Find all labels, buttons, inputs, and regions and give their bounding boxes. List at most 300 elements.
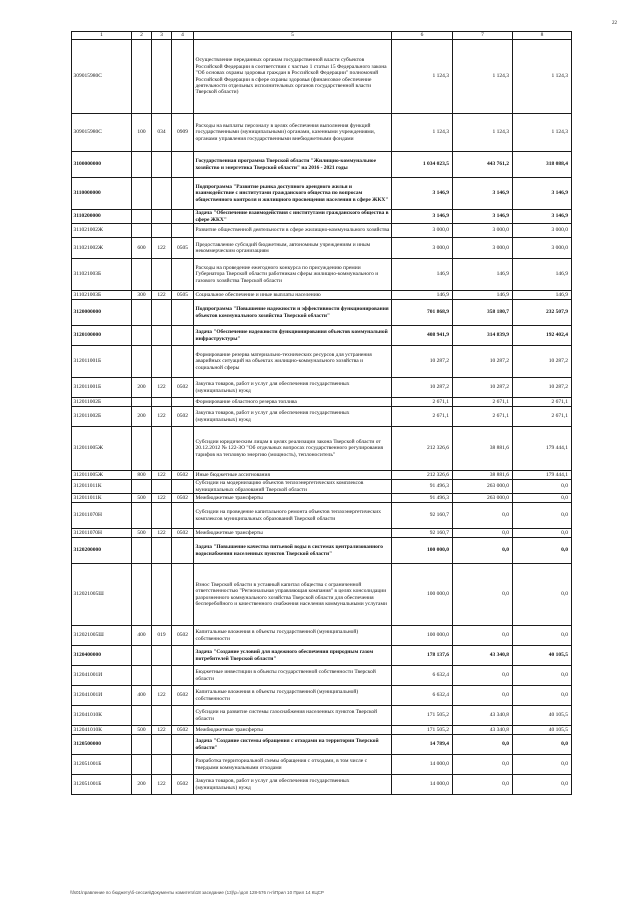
column-header-row xyxy=(72,32,572,40)
amount-year2-cell: 3 000,0 xyxy=(453,224,513,238)
amount-year1-cell: 171 505,2 xyxy=(392,726,453,735)
item-name-cell: Задача "Создание условий для надежного обеспечения природным газом потребителей Тверской области" xyxy=(194,646,392,666)
item-name-cell: Социальное обеспечение и иные выплаты населению xyxy=(194,291,392,300)
amount-year1-cell: 1 124,3 xyxy=(392,114,453,152)
department-cell xyxy=(152,300,172,326)
item-name-cell: Развитие общественной деятельности в сфере жилищно-коммунального хозяйства xyxy=(194,224,392,238)
amount-year2-cell: 314 839,9 xyxy=(453,326,513,346)
department-cell: 122 xyxy=(152,407,172,427)
budget-code-cell: 312051001Б xyxy=(72,775,132,795)
item-name-cell: Задача "Обеспечение взаимодействия с институтами гражданского общества в сфере ЖКХ" xyxy=(194,210,392,224)
item-name-cell: Капитальные вложения в объекты государственной (муниципальной) собственности xyxy=(194,626,392,646)
table-row xyxy=(72,538,572,564)
expense-type-cell xyxy=(132,735,152,755)
column-header: 2 xyxy=(132,32,152,40)
amount-year1-cell: 3 146,9 xyxy=(392,178,453,210)
section-cell xyxy=(172,259,194,291)
amount-year2-cell: 1 124,3 xyxy=(453,114,513,152)
amount-year1-cell: 14 000,0 xyxy=(392,755,453,775)
section-cell xyxy=(172,480,194,494)
section-cell xyxy=(172,398,194,407)
amount-year2-cell: 10 287,2 xyxy=(453,346,513,378)
department-cell xyxy=(152,666,172,686)
department-cell: 122 xyxy=(152,291,172,300)
section-cell: 0505 xyxy=(172,291,194,300)
amount-year1-cell: 100 000,0 xyxy=(392,626,453,646)
amount-year3-cell: 318 088,4 xyxy=(513,152,572,178)
amount-year2-cell: 43 340,8 xyxy=(453,706,513,726)
amount-year2-cell: 0,0 xyxy=(453,564,513,626)
budget-code-cell: 3110200000 xyxy=(72,210,132,224)
amount-year3-cell: 146,9 xyxy=(513,291,572,300)
item-name-cell: Межбюджетные трансферты xyxy=(194,494,392,503)
table-row xyxy=(72,178,572,210)
item-name-cell: Субсидии на развитие системы газоснабжения населенных пунктов Тверской области xyxy=(194,706,392,726)
amount-year3-cell: 0,0 xyxy=(513,494,572,503)
expense-type-cell: 400 xyxy=(132,626,152,646)
file-path-footer: \\fs01\правление по бюджету\б-сессия\Документы комитета\18 заседание (13)\р=\доп 128-576 п-п\Прил 10 Прил 14 КЦСР xyxy=(70,890,324,895)
department-cell xyxy=(152,706,172,726)
amount-year3-cell: 0,0 xyxy=(513,626,572,646)
budget-code-cell: 312041001И xyxy=(72,666,132,686)
table-row xyxy=(72,152,572,178)
amount-year3-cell: 0,0 xyxy=(513,775,572,795)
section-cell xyxy=(172,666,194,686)
item-name-cell: Формирование областного резерва топлива xyxy=(194,398,392,407)
item-name-cell: Бюджетные инвестиции в объекты государственной собственности Тверской области xyxy=(194,666,392,686)
table-row xyxy=(72,291,572,300)
budget-code-cell: 312041010К xyxy=(72,726,132,735)
expense-type-cell: 200 xyxy=(132,378,152,398)
amount-year2-cell: 10 287,2 xyxy=(453,378,513,398)
budget-code-cell: 3120100000 xyxy=(72,326,132,346)
column-header: 7 xyxy=(453,32,513,40)
amount-year3-cell: 0,0 xyxy=(513,755,572,775)
amount-year3-cell: 192 402,4 xyxy=(513,326,572,346)
expense-type-cell xyxy=(132,326,152,346)
amount-year3-cell: 232 507,9 xyxy=(513,300,572,326)
expense-type-cell xyxy=(132,755,152,775)
budget-code-cell: 311021002Ж xyxy=(72,238,132,259)
amount-year2-cell: 0,0 xyxy=(453,538,513,564)
item-name-cell: Задача "Обеспечение надежности функционирования объектов коммунальной инфраструктуры" xyxy=(194,326,392,346)
amount-year3-cell: 3 000,0 xyxy=(513,224,572,238)
amount-year3-cell: 0,0 xyxy=(513,666,572,686)
section-cell: 0502 xyxy=(172,529,194,538)
amount-year2-cell: 263 000,0 xyxy=(453,494,513,503)
table-row xyxy=(72,300,572,326)
item-name-cell: Расходы на выплаты персоналу в целях обеспечения выполнения функций государственными (муниципальными) органами, казенными учреждениями, органами управления государственными внебюджетными фондами xyxy=(194,114,392,152)
table-row xyxy=(72,706,572,726)
budget-code-cell: 312011011К xyxy=(72,480,132,494)
department-cell: 122 xyxy=(152,494,172,503)
amount-year1-cell: 2 671,1 xyxy=(392,398,453,407)
amount-year3-cell: 0,0 xyxy=(513,529,572,538)
amount-year3-cell: 3 146,9 xyxy=(513,178,572,210)
amount-year1-cell: 91 496,3 xyxy=(392,480,453,494)
column-header: 1 xyxy=(72,32,132,40)
amount-year2-cell: 0,0 xyxy=(453,503,513,529)
budget-code-cell: 309015980С xyxy=(72,114,132,152)
amount-year3-cell: 1 124,3 xyxy=(513,40,572,114)
table-row xyxy=(72,398,572,407)
amount-year1-cell: 92 160,7 xyxy=(392,503,453,529)
expense-type-cell: 600 xyxy=(132,238,152,259)
section-cell xyxy=(172,735,194,755)
budget-code-cell: 311021002Ж xyxy=(72,224,132,238)
section-cell xyxy=(172,224,194,238)
item-name-cell: Предоставление субсидий бюджетным, автономным учреждениям и иным некоммерческим организациям xyxy=(194,238,392,259)
budget-code-cell: 312011070Н xyxy=(72,529,132,538)
amount-year1-cell: 3 146,9 xyxy=(392,210,453,224)
section-cell xyxy=(172,152,194,178)
item-name-cell: Формирование резерва материально-технических ресурсов для устранения аварийных ситуаций на объектах жилищно-коммунального хозяйства и социальной сферы xyxy=(194,346,392,378)
table-row xyxy=(72,626,572,646)
table-row xyxy=(72,480,572,494)
amount-year3-cell: 3 000,0 xyxy=(513,238,572,259)
expense-type-cell: 100 xyxy=(132,114,152,152)
expense-type-cell: 200 xyxy=(132,407,152,427)
expense-type-cell xyxy=(132,503,152,529)
budget-code-cell: 312021005Ш xyxy=(72,564,132,626)
table-row xyxy=(72,326,572,346)
item-name-cell: Взнос Тверской области в уставный капитал общества с ограниченной ответственностью "Региональная управляющая компания" в целях консолидации разрозненного коммунального хозяйства Тверской области для обеспечения бесперебойного и качественного снабжения населения коммунальными услугами xyxy=(194,564,392,626)
expense-type-cell xyxy=(132,706,152,726)
table-row xyxy=(72,238,572,259)
budget-code-cell: 311021003Б xyxy=(72,259,132,291)
page-number: 22 xyxy=(612,21,617,26)
department-cell: 034 xyxy=(152,114,172,152)
item-name-cell: Подпрограмма "Повышение надежности и эффективности функционирования объектов коммунального хозяйства Тверской области" xyxy=(194,300,392,326)
item-name-cell: Межбюджетные трансферты xyxy=(194,529,392,538)
budget-table xyxy=(71,31,572,795)
expense-type-cell xyxy=(132,480,152,494)
expense-type-cell: 200 xyxy=(132,775,152,795)
amount-year3-cell: 179 444,1 xyxy=(513,427,572,471)
budget-code-cell: 312011005Ж xyxy=(72,471,132,480)
amount-year2-cell: 0,0 xyxy=(453,626,513,646)
budget-code-cell: 3120500000 xyxy=(72,735,132,755)
expense-type-cell xyxy=(132,224,152,238)
department-cell xyxy=(152,398,172,407)
table-row xyxy=(72,529,572,538)
department-cell xyxy=(152,326,172,346)
section-cell xyxy=(172,564,194,626)
budget-code-cell: 312011005Ж xyxy=(72,427,132,471)
item-name-cell: Иные бюджетные ассигнования xyxy=(194,471,392,480)
section-cell: 0502 xyxy=(172,494,194,503)
section-cell xyxy=(172,40,194,114)
department-cell xyxy=(152,152,172,178)
section-cell xyxy=(172,210,194,224)
expense-type-cell xyxy=(132,666,152,686)
amount-year3-cell: 0,0 xyxy=(513,564,572,626)
item-name-cell: Закупка товаров, работ и услуг для обеспечения государственных (муниципальных) нужд xyxy=(194,378,392,398)
expense-type-cell: 300 xyxy=(132,291,152,300)
table-row xyxy=(72,735,572,755)
section-cell: 0502 xyxy=(172,471,194,480)
item-name-cell: Подпрограмма "Развитие рынка доступного арендного жилья и взаимодействие с институтами гражданского общества по вопросам общественного контроля и жилищного просвещения населения в сфере ЖКХ" xyxy=(194,178,392,210)
table-row xyxy=(72,564,572,626)
department-cell xyxy=(152,210,172,224)
item-name-cell: Субсидии на модернизацию объектов теплоэнергетических комплексов муниципальных образований Тверской области xyxy=(194,480,392,494)
amount-year1-cell: 178 137,6 xyxy=(392,646,453,666)
item-name-cell: Межбюджетные трансферты xyxy=(194,726,392,735)
department-cell: 122 xyxy=(152,686,172,706)
section-cell: 0505 xyxy=(172,238,194,259)
amount-year1-cell: 10 287,2 xyxy=(392,378,453,398)
budget-code-cell: 312011002Б xyxy=(72,407,132,427)
expense-type-cell: 500 xyxy=(132,726,152,735)
department-cell: 122 xyxy=(152,378,172,398)
expense-type-cell xyxy=(132,564,152,626)
amount-year2-cell: 263 000,0 xyxy=(453,480,513,494)
column-header: 6 xyxy=(392,32,453,40)
department-cell xyxy=(152,224,172,238)
column-header: 3 xyxy=(152,32,172,40)
budget-code-cell: 3120400000 xyxy=(72,646,132,666)
amount-year2-cell: 3 146,9 xyxy=(453,210,513,224)
item-name-cell: Задача "Создание системы обращения с отходами на территории Тверской области" xyxy=(194,735,392,755)
section-cell xyxy=(172,646,194,666)
section-cell: 0502 xyxy=(172,686,194,706)
amount-year1-cell: 212 326,6 xyxy=(392,427,453,471)
section-cell xyxy=(172,503,194,529)
section-cell xyxy=(172,300,194,326)
table-row xyxy=(72,346,572,378)
budget-code-cell: 312041001И xyxy=(72,686,132,706)
table-row xyxy=(72,210,572,224)
item-name-cell: Расходы на проведение ежегодного конкурса по присуждению премии Губернатора Тверской области работникам сферы жилищно-коммунального и газового хозяйства Тверской области xyxy=(194,259,392,291)
amount-year3-cell: 10 287,2 xyxy=(513,378,572,398)
department-cell xyxy=(152,735,172,755)
department-cell: 122 xyxy=(152,529,172,538)
amount-year1-cell: 92 160,7 xyxy=(392,529,453,538)
amount-year3-cell: 10 287,2 xyxy=(513,346,572,378)
amount-year1-cell: 146,9 xyxy=(392,291,453,300)
department-cell xyxy=(152,538,172,564)
amount-year2-cell: 358 180,7 xyxy=(453,300,513,326)
department-cell xyxy=(152,346,172,378)
amount-year2-cell: 0,0 xyxy=(453,529,513,538)
budget-code-cell: 312051001Б xyxy=(72,755,132,775)
table-row xyxy=(72,407,572,427)
amount-year2-cell: 43 340,8 xyxy=(453,646,513,666)
table-row xyxy=(72,114,572,152)
expense-type-cell xyxy=(132,427,152,471)
budget-code-cell: 312011002Б xyxy=(72,398,132,407)
table-row xyxy=(72,427,572,471)
budget-code-cell: 312011001Б xyxy=(72,378,132,398)
amount-year2-cell: 146,9 xyxy=(453,291,513,300)
item-name-cell: Задача "Повышение качества питьевой воды в системах централизованного водоснабжения населенных пунктов Тверской области" xyxy=(194,538,392,564)
amount-year3-cell: 0,0 xyxy=(513,503,572,529)
budget-code-cell: 312021005Ш xyxy=(72,626,132,646)
expense-type-cell xyxy=(132,152,152,178)
section-cell: 0502 xyxy=(172,378,194,398)
department-cell xyxy=(152,646,172,666)
amount-year2-cell: 0,0 xyxy=(453,775,513,795)
amount-year2-cell: 0,0 xyxy=(453,735,513,755)
expense-type-cell xyxy=(132,646,152,666)
column-header: 5 xyxy=(194,32,392,40)
department-cell xyxy=(152,480,172,494)
department-cell xyxy=(152,178,172,210)
table-row xyxy=(72,646,572,666)
amount-year1-cell: 146,9 xyxy=(392,259,453,291)
amount-year1-cell: 1 034 023,5 xyxy=(392,152,453,178)
amount-year1-cell: 100 000,0 xyxy=(392,538,453,564)
section-cell xyxy=(172,538,194,564)
item-name-cell: Закупка товаров, работ и услуг для обеспечения государственных (муниципальных) нужд xyxy=(194,407,392,427)
expense-type-cell xyxy=(132,398,152,407)
amount-year3-cell: 0,0 xyxy=(513,480,572,494)
department-cell xyxy=(152,564,172,626)
table-row xyxy=(72,726,572,735)
expense-type-cell xyxy=(132,259,152,291)
expense-type-cell xyxy=(132,178,152,210)
expense-type-cell xyxy=(132,210,152,224)
section-cell: 0502 xyxy=(172,407,194,427)
department-cell: 122 xyxy=(152,726,172,735)
amount-year3-cell: 0,0 xyxy=(513,735,572,755)
table-row xyxy=(72,775,572,795)
amount-year2-cell: 2 671,1 xyxy=(453,398,513,407)
amount-year2-cell: 0,0 xyxy=(453,666,513,686)
section-cell xyxy=(172,706,194,726)
table-row xyxy=(72,224,572,238)
expense-type-cell: 400 xyxy=(132,686,152,706)
amount-year3-cell: 40 105,5 xyxy=(513,646,572,666)
section-cell xyxy=(172,427,194,471)
budget-code-cell: 312011001Б xyxy=(72,346,132,378)
table-row xyxy=(72,686,572,706)
item-name-cell: Закупка товаров, работ и услуг для обеспечения государственных (муниципальных) нужд xyxy=(194,775,392,795)
amount-year1-cell: 6 632,4 xyxy=(392,666,453,686)
expense-type-cell xyxy=(132,300,152,326)
section-cell: 0502 xyxy=(172,775,194,795)
expense-type-cell xyxy=(132,40,152,114)
amount-year1-cell: 171 505,2 xyxy=(392,706,453,726)
budget-code-cell: 312011011К xyxy=(72,494,132,503)
amount-year1-cell: 14 789,4 xyxy=(392,735,453,755)
budget-code-cell: 311021003Б xyxy=(72,291,132,300)
amount-year3-cell: 40 105,5 xyxy=(513,726,572,735)
amount-year3-cell: 40 105,5 xyxy=(513,706,572,726)
amount-year2-cell: 43 340,8 xyxy=(453,726,513,735)
section-cell xyxy=(172,178,194,210)
budget-code-cell: 3110000000 xyxy=(72,178,132,210)
department-cell xyxy=(152,40,172,114)
amount-year3-cell: 1 124,3 xyxy=(513,114,572,152)
department-cell: 122 xyxy=(152,775,172,795)
amount-year2-cell: 146,9 xyxy=(453,259,513,291)
table-row xyxy=(72,666,572,686)
budget-code-cell: 312041010К xyxy=(72,706,132,726)
amount-year1-cell: 100 000,0 xyxy=(392,564,453,626)
department-cell xyxy=(152,259,172,291)
item-name-cell: Капитальные вложения в объекты государственной (муниципальной) собственности xyxy=(194,686,392,706)
amount-year1-cell: 2 671,1 xyxy=(392,407,453,427)
amount-year1-cell: 6 632,4 xyxy=(392,686,453,706)
amount-year3-cell: 179 444,1 xyxy=(513,471,572,480)
table-row xyxy=(72,378,572,398)
amount-year2-cell: 3 146,9 xyxy=(453,178,513,210)
budget-code-cell: 3120200000 xyxy=(72,538,132,564)
table-row xyxy=(72,471,572,480)
column-header: 8 xyxy=(513,32,572,40)
amount-year2-cell: 0,0 xyxy=(453,755,513,775)
department-cell: 122 xyxy=(152,238,172,259)
expense-type-cell xyxy=(132,538,152,564)
amount-year1-cell: 3 000,0 xyxy=(392,224,453,238)
column-header: 4 xyxy=(172,32,194,40)
section-cell: 0909 xyxy=(172,114,194,152)
amount-year3-cell: 2 671,1 xyxy=(513,407,572,427)
amount-year1-cell: 701 868,9 xyxy=(392,300,453,326)
department-cell xyxy=(152,427,172,471)
amount-year1-cell: 10 287,2 xyxy=(392,346,453,378)
amount-year1-cell: 408 941,9 xyxy=(392,326,453,346)
amount-year2-cell: 3 000,0 xyxy=(453,238,513,259)
amount-year3-cell: 2 671,1 xyxy=(513,398,572,407)
amount-year2-cell: 0,0 xyxy=(453,686,513,706)
department-cell: 019 xyxy=(152,626,172,646)
amount-year2-cell: 38 881,6 xyxy=(453,427,513,471)
table-row xyxy=(72,755,572,775)
expense-type-cell: 500 xyxy=(132,529,152,538)
amount-year2-cell: 443 761,2 xyxy=(453,152,513,178)
department-cell xyxy=(152,755,172,775)
department-cell: 122 xyxy=(152,471,172,480)
amount-year3-cell: 146,9 xyxy=(513,259,572,291)
expense-type-cell xyxy=(132,346,152,378)
section-cell xyxy=(172,755,194,775)
amount-year1-cell: 3 000,0 xyxy=(392,238,453,259)
table-row xyxy=(72,259,572,291)
expense-type-cell: 800 xyxy=(132,471,152,480)
section-cell: 0502 xyxy=(172,726,194,735)
amount-year2-cell: 1 124,3 xyxy=(453,40,513,114)
amount-year3-cell: 0,0 xyxy=(513,538,572,564)
table-row xyxy=(72,40,572,114)
budget-code-cell: 309015980С xyxy=(72,40,132,114)
item-name-cell: Субсидии на проведение капитального ремонта объектов теплоэнергетических комплексов муниципальных образований Тверской области xyxy=(194,503,392,529)
item-name-cell: Субсидии юридическим лицам в целях реализации закона Тверской области от 20.12.2012 № 122-ЗО "Об отдельных вопросах государственного регулирования тарифов на тепловую энергию (мощность), теплоноситель" xyxy=(194,427,392,471)
section-cell xyxy=(172,346,194,378)
section-cell xyxy=(172,326,194,346)
budget-code-cell: 3100000000 xyxy=(72,152,132,178)
item-name-cell: Осуществление переданных органам государственной власти субъектов Российской Федерации в соответствии с частью 1 статьи 15 Федерального закона "Об основах охраны здоровья граждан в Российской Федерации" полномочий Российской Федерации в сфере охраны здоровья (финансовое обеспечение деятельности отдельных исполнительных органов государственной власти Тверской области) xyxy=(194,40,392,114)
item-name-cell: Государственная программа Тверской области "Жилищно-коммунальное хозяйство и энергетика Тверской области" на 2016 - 2021 годы xyxy=(194,152,392,178)
expense-type-cell: 500 xyxy=(132,494,152,503)
budget-code-cell: 3120000000 xyxy=(72,300,132,326)
amount-year2-cell: 38 881,6 xyxy=(453,471,513,480)
budget-code-cell: 312011070Н xyxy=(72,503,132,529)
table-row xyxy=(72,494,572,503)
table-row xyxy=(72,503,572,529)
amount-year3-cell: 3 146,9 xyxy=(513,210,572,224)
section-cell: 0502 xyxy=(172,626,194,646)
amount-year1-cell: 212 326,6 xyxy=(392,471,453,480)
amount-year1-cell: 14 000,0 xyxy=(392,775,453,795)
amount-year1-cell: 91 496,3 xyxy=(392,494,453,503)
item-name-cell: Разработка территориальной схемы обращения с отходами, в том числе с твердыми коммунальными отходами xyxy=(194,755,392,775)
department-cell xyxy=(152,503,172,529)
amount-year2-cell: 2 671,1 xyxy=(453,407,513,427)
amount-year1-cell: 1 124,3 xyxy=(392,40,453,114)
amount-year3-cell: 0,0 xyxy=(513,686,572,706)
